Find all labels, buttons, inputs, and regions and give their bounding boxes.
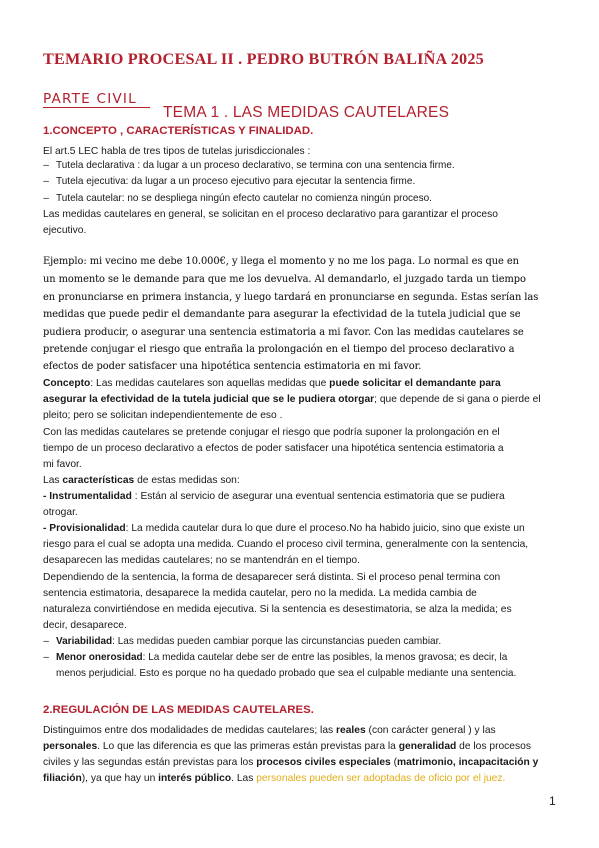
highlighted-text: personales pueden ser adoptadas de oficio por el juez. [256, 773, 506, 784]
concept-line [43, 393, 556, 407]
text: ( [390, 757, 398, 768]
text: ), ya que hay un [81, 773, 159, 784]
example-line: en pronunciarse en primera instancia, y luego tardará en pronunciarse en segunda. Estas serían las [43, 292, 539, 303]
section-heading-1: 1.CONCEPTO , CARACTERÍSTICAS Y FINALIDAD. [43, 125, 314, 137]
text: : Están al servicio de asegurar una eventual sentencia estimatoria que se pudiera [131, 491, 505, 502]
example-line: medidas que puede pedir el demandante para asegurar la efectividad de la tutela judicial que se [43, 309, 521, 320]
regulation-line [43, 772, 556, 786]
personales-bold: personales [43, 741, 98, 752]
paragraph-line: otrogar. [43, 507, 78, 518]
bullet-text: Tutela declarativa : da lugar a un proceso declarativo, se termina con una sentencia firme. [56, 160, 455, 171]
text: (con carácter general ) y las [365, 725, 496, 736]
concept-line: pleito; pero se solicitan independientemente de eso . [43, 410, 283, 421]
text: . Lo que las diferencia es que las primeras están previstas para la [97, 741, 399, 752]
text: : Las medidas pueden cambiar porque las circunstancias pueden cambiar. [112, 636, 442, 647]
provisionalidad-label: - Provisionalidad [43, 523, 126, 534]
text: : La medida cautelar debe ser de entre las posibles, la menos gravosa; es decir, la [142, 652, 508, 663]
concept-text: ; que depende de si gana o pierde el [374, 394, 541, 405]
bullet-item [43, 175, 556, 189]
dash-icon: – [43, 160, 49, 171]
example-line: Ejemplo: mi vecino me debe 10.000€, y llega el momento y no me los paga. Lo normal es que en [43, 256, 519, 267]
text: . Las [231, 773, 257, 784]
regulation-line [43, 724, 556, 738]
text: : La medida cautelar dura lo que dure el proceso.No ha habido juicio, sino que existe un [125, 523, 525, 534]
text: Las [43, 475, 63, 486]
text: de estas medidas son: [134, 475, 240, 486]
concept-bold: asegurar la efectividad de la tutela judicial que se le pudiera otorgar [43, 394, 375, 405]
section-heading-2: 2.REGULACIÓN DE LAS MEDIDAS CAUTELARES. [43, 704, 314, 716]
bullet-text: Tutela ejecutiva: da lugar a un proceso ejecutivo para ejecutar la sentencia firme. [56, 176, 416, 187]
paragraph-line: decir, desaparece. [43, 620, 127, 631]
paragraph-line: menos perjudicial. Esto es porque no ha quedado probado que sea el culpable mediante una sentencia. [56, 668, 517, 679]
paragraph-line: Dependiendo de la sentencia, la forma de desaparecer será distinta. Si el proceso penal termina con [43, 572, 501, 583]
paragraph-line: ejecutivo. [43, 225, 87, 236]
reales-bold: reales [336, 725, 366, 736]
regulation-line [43, 740, 556, 754]
paragraph-line: Las medidas cautelares en general, se solicitan en el proceso declarativo para garantizar el proceso [43, 209, 498, 220]
document-title: TEMARIO PROCESAL II . PEDRO BUTRÓN BALIÑA 2025 [43, 50, 484, 68]
example-line: pretende conjugar el riesgo que entraña la prolongación en el tiempo del proceso declarativo a [43, 344, 515, 355]
bullet-item [43, 635, 556, 649]
paragraph-line: naturaleza convirtiéndose en medida ejecutiva. Si la sentencia es desestimatoria, se alza la medida; es [43, 604, 512, 615]
paragraph-line: Con las medidas cautelares se pretende conjugar el riesgo que podría suponer la prolongación en el [43, 427, 500, 438]
paragraph-line: tiempo de un proceso declarativo a efectos de poder satisfacer una hipotética sentencia estimatoria a [43, 443, 504, 454]
bullet-item [43, 159, 556, 173]
menor-onerosidad-label: Menor onerosidad [56, 652, 143, 663]
concept-bold: puede solicitar el demandante para [329, 378, 501, 389]
provisionalidad-line [43, 522, 556, 536]
paragraph-line: riesgo para el cual se adopta una medida. Cuando el proceso civil termina, generalmente con la sentencia, [43, 539, 529, 550]
bullet-item [43, 192, 556, 206]
characteristics-line [43, 474, 556, 488]
interes-publico-bold: interés público [158, 773, 232, 784]
concept-line [43, 377, 556, 391]
dash-icon: – [43, 652, 49, 663]
concept-label: Concepto [43, 378, 91, 389]
paragraph-line: sentencia estimatoria, desaparece la medida cautelar, pero no la medida. La medida cambia de [43, 588, 477, 599]
topic-title: TEMA 1 . LAS MEDIDAS CAUTELARES [163, 104, 450, 121]
paragraph-line: mi favor. [43, 459, 82, 470]
matrimonio-bold: matrimonio, incapacitación y [397, 757, 539, 768]
dash-icon: – [43, 636, 49, 647]
characteristics-bold: características [62, 475, 135, 486]
part-label: PARTE CIVIL [43, 91, 137, 107]
part-underline [43, 107, 150, 108]
regulation-line [43, 756, 556, 770]
dash-icon: – [43, 176, 49, 187]
procesos-especiales-bold: procesos civiles especiales [256, 757, 391, 768]
example-line: pudiera producir, o asegurar una sentencia estimatoria a mi favor. Con las medidas cautelares se [43, 327, 524, 338]
filiacion-bold: filiación [43, 773, 82, 784]
bullet-text: Tutela cautelar: no se despliega ningún efecto cautelar no comienza ningún proceso. [56, 193, 432, 204]
page-number: 1 [549, 794, 556, 808]
text: de los procesos [456, 741, 531, 752]
paragraph-line: desaparecen las medidas cautelares; no se mantendrán en el tiempo. [43, 555, 360, 566]
example-line: un momento se le demande para que me los devuelva. Al demandarlo, el juzgado tarda un tiempo [43, 274, 526, 285]
concept-text: : Las medidas cautelares son aquellas medidas que [90, 378, 330, 389]
text: Distinguimos entre dos modalidades de medidas cautelares; las [43, 725, 337, 736]
text: civiles y las segundas están previstas para los [43, 757, 257, 768]
dash-icon: – [43, 193, 49, 204]
bullet-item [43, 651, 556, 665]
example-line: efectos de poder satisfacer una hipotética sentencia estimatoria en mi favor. [43, 361, 422, 372]
variabilidad-label: Variabilidad [56, 636, 113, 647]
instrumentalidad-label: - Instrumentalidad [43, 491, 132, 502]
intro-text: El art.5 LEC habla de tres tipos de tutelas jurisdiccionales : [43, 146, 311, 157]
generalidad-bold: generalidad [398, 741, 457, 752]
instrumentalidad-line [43, 490, 556, 504]
